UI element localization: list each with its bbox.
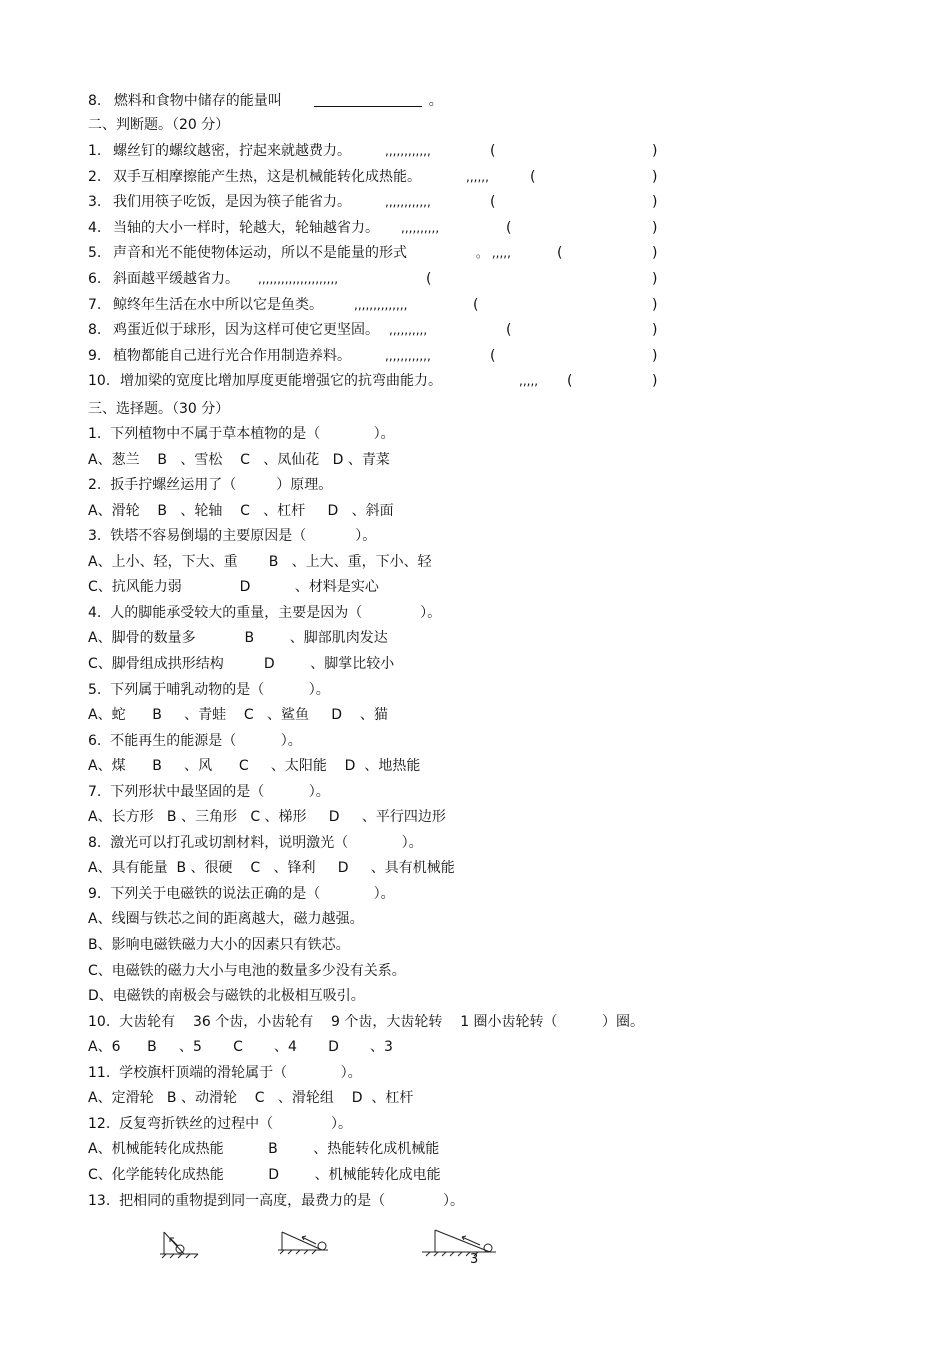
choice-options: C、脚骨组成拱形结构 D 、脚掌比较小	[88, 655, 395, 672]
answer-paren-open: (	[567, 373, 573, 390]
answer-paren-open: (	[490, 347, 496, 364]
answer-paren-close: )	[652, 322, 658, 339]
choice-question: 8. 激光可以打孔或切割材料，说明激光（ ）。	[88, 834, 423, 851]
question-end: 。	[428, 93, 443, 109]
answer-paren-close: )	[652, 296, 658, 313]
question-text: 燃料和食物中储存的能量叫	[113, 93, 282, 109]
answer-paren-open: (	[490, 194, 496, 211]
answer-paren-close: )	[652, 245, 658, 262]
answer-paren-open: (	[490, 143, 496, 159]
choice-question: 10. 大齿轮有 36 个齿，小齿轮有 9 个齿，大齿轮转 1 圈小齿轮转（ ）圈。	[88, 1013, 645, 1030]
answer-paren-close: )	[652, 194, 658, 211]
question-text: 增加梁的宽度比增加厚度更能增强它的抗弯曲能力。	[120, 373, 442, 390]
question-number: 5.	[88, 245, 102, 262]
answer-paren-open: (	[557, 245, 563, 262]
question-number: 4.	[88, 219, 102, 236]
leader-dots: ,,,,,,	[466, 169, 489, 184]
choice-options: A、长方形 B 、三角形 C 、梯形 D 、平行四边形	[88, 809, 446, 826]
leader-dots: ,,,,,,,,,,,,,,,,,,,,,	[258, 272, 339, 286]
page-number: 3	[470, 1252, 479, 1267]
fill-question-8	[88, 92, 443, 110]
choice-options: A、煤 B 、风 C 、太阳能 D 、地热能	[88, 758, 421, 775]
choice-question: 3. 铁塔不容易倒塌的主要原因是（ ）。	[88, 528, 377, 545]
inclined-plane-figures	[150, 1222, 510, 1262]
answer-paren-close: )	[652, 168, 658, 185]
question-number: 8.	[88, 93, 102, 109]
choice-options: A、具有能量 B 、很硬 C 、锋利 D 、具有机械能	[88, 860, 455, 877]
question-text: 声音和光不能使物体运动，所以不是能量的形式	[113, 245, 407, 262]
choice-options: C、电磁铁的磁力大小与电池的数量多少没有关系。	[88, 962, 406, 979]
choice-question: 2. 扳手拧螺丝运用了（ ）原理。	[88, 477, 333, 494]
choice-options: A、上小、轻，下大、重 B 、上大、重，下小、轻	[88, 553, 432, 570]
question-text: 双手互相摩擦能产生热，这是机械能转化成热能。	[113, 168, 421, 185]
question-number: 9.	[88, 347, 102, 364]
question-number: 2.	[88, 168, 102, 185]
question-text: 鲸终年生活在水中所以它是鱼类。	[113, 296, 323, 313]
choice-options: A、定滑轮 B 、动滑轮 C 、滑轮组 D 、杠杆	[88, 1090, 414, 1107]
choice-options: A、6 B 、5 C 、4 D 、3	[88, 1039, 393, 1056]
choice-options: A、蛇 B 、青蛙 C 、鲨鱼 D 、猫	[88, 707, 388, 724]
question-number: 8.	[88, 322, 102, 339]
choice-options: B、影响电磁铁磁力大小的因素只有铁芯。	[88, 937, 350, 953]
leader-dots: ,,,,,,,,,,,,	[385, 144, 431, 158]
answer-paren-open: (	[506, 219, 512, 236]
choice-question: 12. 反复弯折铁丝的过程中（ ）。	[88, 1115, 353, 1132]
choice-question: 7. 下列形状中最坚固的是（ ）。	[88, 783, 330, 800]
answer-paren-open: (	[506, 322, 512, 339]
question-text: 植物都能自己进行光合作用制造养料。	[113, 347, 351, 364]
choice-options: D、电磁铁的南极会与磁铁的北极相互吸引。	[88, 988, 365, 1005]
answer-paren-close: )	[652, 143, 658, 159]
choice-question: 13. 把相同的重物提到同一高度，最费力的是（ ）。	[88, 1192, 465, 1209]
answer-paren-close: )	[652, 271, 658, 287]
choice-options: A、脚骨的数量多 B 、脚部肌肉发达	[88, 630, 388, 647]
choice-options: A、葱兰 B 、雪松 C 、凤仙花 D 、青菜	[88, 451, 390, 468]
answer-paren-close: )	[652, 347, 658, 364]
question-number: 1.	[88, 143, 102, 159]
leader-dots: ,,,,,,,,,,	[401, 220, 440, 235]
steep-incline-figure	[160, 1232, 198, 1258]
answer-blank	[314, 92, 422, 107]
choice-question: 5. 下列属于哺乳动物的是（ ）。	[88, 681, 330, 698]
section-heading-choice: 三、选择题。（30 分）	[88, 401, 230, 417]
leader-dots: 。 ,,,,,	[476, 246, 511, 261]
leader-dots: ,,,,,,,,,,	[389, 323, 428, 338]
question-text: 当轴的大小一样时，轮越大，轮轴越省力。	[113, 219, 379, 236]
leader-dots: ,,,,,,,,,,,,,,	[354, 297, 408, 312]
section-heading-judge: 二、判断题。（20 分）	[88, 117, 230, 133]
gentle-incline-figure	[422, 1230, 496, 1256]
choice-question: 1. 下列植物中不属于草本植物的是（ ）。	[88, 426, 395, 442]
answer-paren-open: (	[426, 271, 432, 287]
question-number: 6.	[88, 271, 102, 287]
answer-paren-open: (	[530, 168, 536, 185]
question-text: 我们用筷子吃饭，是因为筷子能省力。	[113, 194, 351, 211]
question-number: 3.	[88, 194, 102, 211]
choice-options: C、抗风能力弱 D 、材料是实心	[88, 579, 379, 596]
choice-options: A、滑轮 B 、轮轴 C 、杠杆 D 、斜面	[88, 502, 394, 519]
answer-paren-close: )	[652, 219, 658, 236]
question-text: 鸡蛋近似于球形，因为这样可使它更坚固。	[113, 322, 379, 339]
question-text: 螺丝钉的螺纹越密，拧起来就越费力。	[113, 143, 351, 159]
choice-options: A、机械能转化成热能 B 、热能转化成机械能	[88, 1141, 440, 1158]
question-number: 7.	[88, 296, 102, 313]
leader-dots: ,,,,,	[519, 374, 539, 389]
choice-question: 9. 下列关于电磁铁的说法正确的是（ ）。	[88, 885, 395, 902]
question-text: 斜面越平缓越省力。	[113, 271, 239, 287]
choice-options: C、化学能转化成热能 D 、机械能转化成电能	[88, 1166, 441, 1183]
leader-dots: ,,,,,,,,,,,,	[385, 348, 431, 363]
answer-paren-open: (	[473, 296, 479, 313]
leader-dots: ,,,,,,,,,,,,	[385, 195, 431, 210]
choice-question: 11. 学校旗杆顶端的滑轮属于（ ）。	[88, 1064, 362, 1081]
question-number: 10.	[88, 373, 111, 390]
choice-question: 4. 人的脚能承受较大的重量，主要是因为（ ）。	[88, 604, 442, 621]
choice-options: A、线圈与铁芯之间的距离越大，磁力越强。	[88, 911, 364, 928]
medium-incline-figure	[278, 1232, 328, 1254]
answer-paren-close: )	[652, 373, 658, 390]
choice-question: 6. 不能再生的能源是（ ）。	[88, 732, 302, 749]
